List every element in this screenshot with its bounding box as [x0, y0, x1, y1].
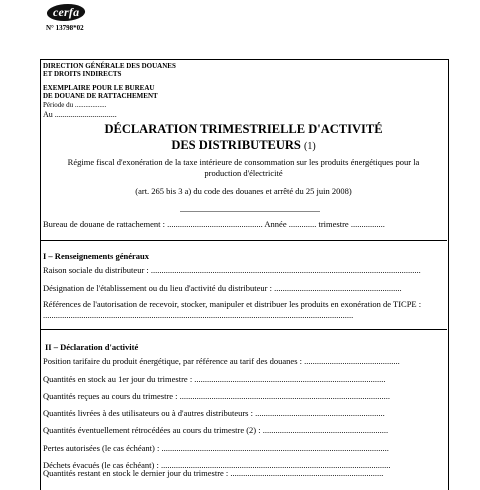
direction-line-2: ET DROITS INDIRECTS: [43, 70, 122, 78]
copy-line-1: EXEMPLAIRE POUR LE BUREAU: [43, 84, 155, 92]
waste-evacuated-field[interactable]: Déchets évacués (le cas échéant) : ............................................................................................................: [43, 460, 391, 470]
direction-line-1: DIRECTION GÉNÉRALE DES DOUANES: [43, 62, 176, 70]
authorized-losses-field[interactable]: Pertes autorisées (le cas échéant) : ...........................................................................................................: [43, 443, 389, 453]
opening-stock-field[interactable]: Quantités en stock au 1er jour du trimestre : ..........................................................................................: [43, 374, 386, 384]
company-name-field[interactable]: Raison sociale du distributeur : ...............................................................................................................................: [43, 265, 421, 275]
section-1-heading: I – Renseignements généraux: [43, 251, 150, 261]
period-to-field[interactable]: Au ...............................: [43, 110, 117, 119]
document-title-line-2: DES DISTRIBUTEURS: [171, 138, 301, 152]
quantities-delivered-field[interactable]: Quantités livrées à des utilisateurs ou à d'autres distributeurs : .............................................................: [43, 408, 385, 418]
section-2-top-rule: [40, 329, 447, 330]
document-title-line-1: DÉCLARATION TRIMESTRIELLE D'ACTIVITÉ: [104, 122, 383, 136]
closing-stock-field[interactable]: Quantités restant en stock le dernier jour du trimestre : ........................................................................: [43, 468, 384, 478]
tariff-position-field[interactable]: Position tarifaire du produit énergétique, par référence au tarif des douanes : .............................................: [43, 356, 400, 366]
cerfa-logo: [45, 4, 87, 21]
establishment-field[interactable]: Désignation de l'établissement ou du lieu d'activité du distributeur : ............................................................: [43, 283, 402, 293]
logo-text: cerfa: [52, 5, 80, 19]
quantities-received-field[interactable]: Quantités reçues au cours du trimestre : ...................................................................................................: [43, 391, 391, 401]
copy-line-2: DE DOUANE DE RATTACHEMENT: [43, 92, 158, 100]
document-title-line-2-wrap: [40, 138, 447, 154]
form-number: N° 13798*02: [46, 24, 84, 32]
section-1-top-rule: [40, 240, 447, 241]
section-2-heading: II – Déclaration d'activité: [45, 342, 139, 352]
quantities-retroceded-field[interactable]: Quantités éventuellement rétrocédées au cours du trimestre (2) : ...........................................................: [43, 425, 389, 435]
legal-reference: (art. 265 bis 3 a) du code des douanes et arrêté du 25 juin 2008): [135, 186, 352, 196]
customs-office-field[interactable]: Bureau de douane de rattachement : ............................................. Année ............. trimestre ................: [43, 219, 385, 229]
separator-line: [180, 211, 320, 212]
regime-text: Régime fiscal d'exonération de la taxe intérieure de consommation sur les produits énergétiques pour la production d'électricité: [67, 157, 420, 178]
period-from-field[interactable]: Période du ..................: [43, 101, 107, 109]
title-footnote-ref: (1): [304, 141, 316, 152]
authorization-reference-field[interactable]: Références de l'autorisation de recevoir, stocker, manipuler et distribuer les produits en exonération de TICPE : ..................................................................................................................................................: [43, 299, 422, 320]
